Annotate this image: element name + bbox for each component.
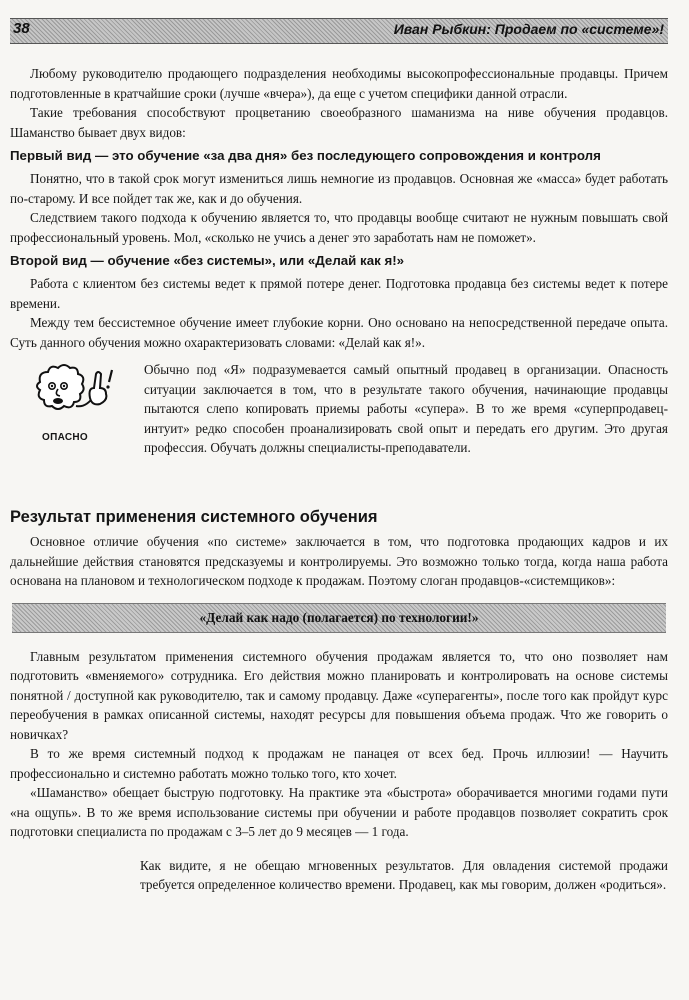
section-heading-first-type: Первый вид — это обучение «за два дня» без последующего сопровождения и контроля [10,148,601,163]
section-heading-system-result: Результат применения системного обучения [10,508,378,526]
intro-paragraph: Такие требования способствуют процветанию своеобразного шаманизма на ниве обучения продавцов. Шаманство бывает двух видов: [10,105,668,140]
body-paragraph: Понятно, что в такой срок могут измениться лишь немногие из продавцов. Основная же «масса» будет работать по-старому. И все пойдет так же, как и до обучения. [10,171,668,206]
body-paragraph: Главным результатом применения системного обучения продажам является то, что оно позволяет нам подготовить «вменяемого» сотрудника. Его действия можно планировать и контролировать на основе системы понятной / доступной как руководителю, так и самому продавцу. Даже «суперагенты», после того как пройдут курс переобучения в рамках описанной системы, находят ресурсы для повышения объема продаж. Что же говорить о новичках? [10,648,668,742]
body-paragraph: Следствием такого подхода к обучению является то, что продавцы вообще считают не нужным повышать свой профессиональный уровень. Мол, «сколько не учись а денег это заработать нам не поможет». [10,210,668,245]
body-paragraph: «Шаманство» обещает быструю подготовку. На практике эта «быстрота» оборачивается многими годами пути «на ощупь». В то же время использование системы при обучении и работе продавцов позволяет сократить срок подготовки специалиста по продажам с 3–5 лет до 9 месяцев — 1 года. [10,785,668,839]
book-title: Иван Рыбкин: Продаем по «системе»! [393,21,664,37]
body-paragraph: Между тем бессистемное обучение имеет глубокие корни. Оно основано на непосредственной передаче опыта. Суть данного обучения можно охарактеризовать словами: «Делай как я!». [10,315,668,350]
page-content [10,64,668,895]
closing-block [10,856,668,895]
warning-text: Обычно под «Я» подразумевается самый опытный продавец в организации. Опасность ситуации заключается в том, что в результате такого обучения, начинающие продавцы пытаются слепо копировать приемы работы «супера». В то же время «суперпродавец-интуит» редко способен проанализировать свой опыт и передать его другим. Это другая профессия. Обучать должны специалисты-преподаватели. [144,362,668,455]
intro-paragraph: Любому руководителю продающего подразделения необходимы высокопрофессиональные продавцы. Причем подготовленные в кратчайшие сроки (лучше «вчера»), да еще с учетом специфики данной отрасли. [10,66,668,101]
body-paragraph: Работа с клиентом без системы ведет к прямой потере денег. Подготовка продавца без системы ведет к потере времени. [10,276,668,311]
running-header [10,18,668,44]
closing-paragraph: Как видите, я не обещаю мгновенных результатов. Для овладения системой продажи требуется определенное количество времени. Продавец, как мы говорим, должен «родиться». [140,857,668,892]
body-paragraph: В то же время системный подход к продажам не панацея от всех бед. Прочь иллюзии! — Научить профессионально и системно работать можно только того, кто хочет. [10,746,668,781]
warning-text-block [144,360,668,500]
warning-illustration [10,360,144,500]
page-number: 38 [13,20,30,37]
warning-label: ОПАСНО [42,432,88,443]
slogan-banner: «Делай как надо (полагается) по технологии!» [12,603,666,633]
pointing-man-icon [18,362,138,434]
warning-callout [10,360,668,500]
body-paragraph: Основное отличие обучения «по системе» заключается в том, что подготовка продающих кадров и их дальнейшие действия становятся предсказуемы и контролируемы. Это возможно только тогда, когда наша работа основана на плановом и технологическом подходе к продажам. Поэтому слоган продавцов-«системщиков»: [10,534,668,588]
section-heading-second-type: Второй вид — обучение «без системы», или «Делай как я!» [10,253,405,268]
